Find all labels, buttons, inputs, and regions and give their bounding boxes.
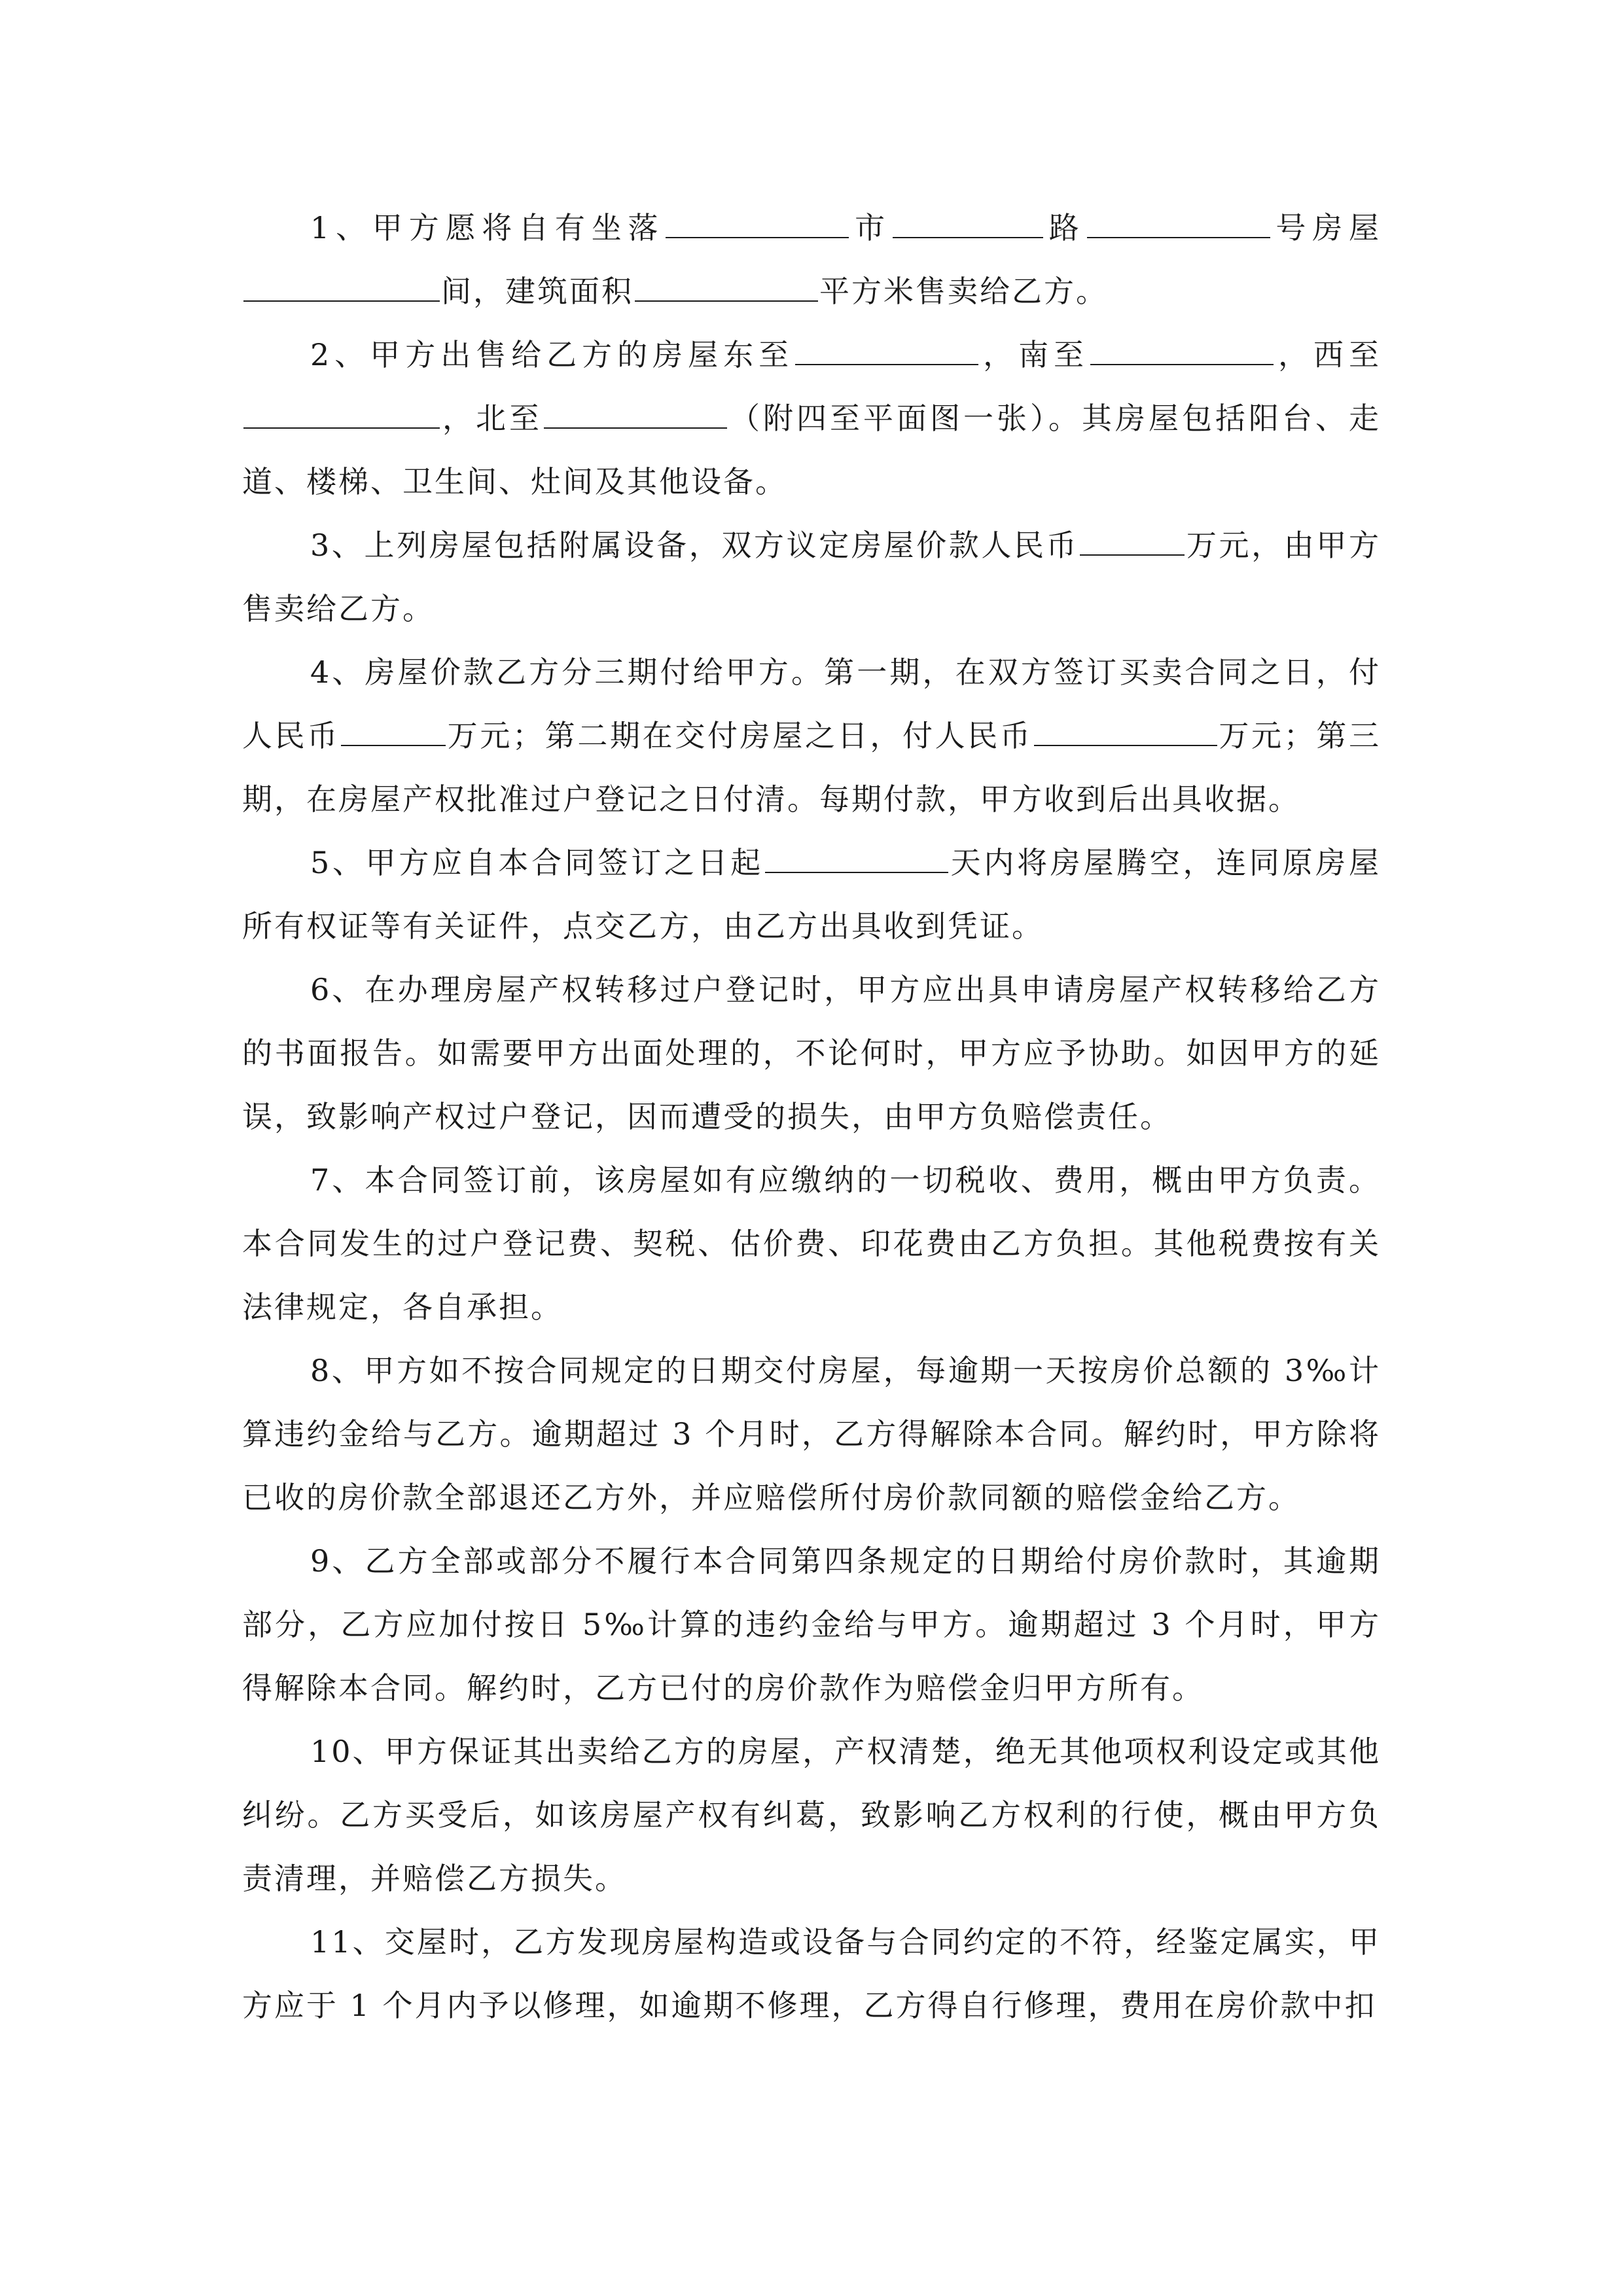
clause-8: 8、甲方如不按合同规定的日期交付房屋，每逾期一天按房价总额的 3‰计算违约金给与乙方。逾期超过 3 个月时，乙方得解除本合同。解约时，甲方除将已收的房价款全部退还乙方外，并应赔偿所付房价款同额的赔偿金给乙方。 xyxy=(242,1353,1381,1515)
blank-house-number-field[interactable] xyxy=(1087,202,1270,238)
clause-2-text-3: ，西至 xyxy=(1275,337,1382,372)
clause-4-text-3: 万元；第三期，在房屋产权批准过户登记之日付清。每期付款，甲方收到后出具收据。 xyxy=(242,718,1382,817)
clause-2 xyxy=(242,323,1381,514)
blank-east-field[interactable] xyxy=(795,329,978,365)
blank-rooms-field[interactable] xyxy=(243,265,440,302)
clause-2-text-4: ，北至 xyxy=(441,401,543,436)
clause-1-text-1: 1、甲方愿将自有坐落 xyxy=(310,210,665,245)
clause-2-text-5: （附四至平面图一张）。其房屋包括阳台、走道、楼梯、卫生间、灶间及其他设备。 xyxy=(242,401,1381,499)
blank-second-payment-field[interactable] xyxy=(1034,709,1217,746)
clause-1 xyxy=(242,196,1381,323)
blank-area-field[interactable] xyxy=(635,265,818,302)
blank-days-field[interactable] xyxy=(765,836,948,873)
clause-4-text-2: 万元；第二期在交付房屋之日，付人民币 xyxy=(447,718,1033,753)
blank-price-field[interactable] xyxy=(1080,519,1185,556)
blank-north-field[interactable] xyxy=(544,392,727,429)
blank-south-field[interactable] xyxy=(1090,329,1274,365)
clause-1-text-3: 路 xyxy=(1044,210,1086,245)
clause-1-text-4: 号房屋 xyxy=(1271,210,1382,245)
clause-9: 9、乙方全部或部分不履行本合同第四条规定的日期给付房价款时，其逾期部分，乙方应加付按日 5‰计算的违约金给与甲方。逾期超过 3 个月时，甲方得解除本合同。解约时，乙方已付的房价款作为赔偿金归甲方所有。 xyxy=(242,1543,1381,1706)
clause-4-text-1: 4、房屋价款乙方分三期付给甲方。第一期，在双方签订买卖合同之日，付人民币 xyxy=(242,655,1381,753)
clause-3-text-1: 3、上列房屋包括附属设备，双方议定房屋价款人民币 xyxy=(310,528,1079,563)
clause-10: 10、甲方保证其出卖给乙方的房屋，产权清楚，绝无其他项权利设定或其他纠纷。乙方买受后，如该房屋产权有纠葛，致影响乙方权利的行使，概由甲方负责清理，并赔偿乙方损失。 xyxy=(242,1734,1381,1896)
clause-6: 6、在办理房屋产权转移过户登记时，甲方应出具申请房屋产权转移给乙方的书面报告。如需要甲方出面处理的，不论何时，甲方应予协助。如因甲方的延误，致影响产权过户登记，因而遭受的损失，由甲方负赔偿责任。 xyxy=(242,972,1381,1134)
clause-1-text-6: 平方米售卖给乙方。 xyxy=(819,274,1108,309)
clause-3 xyxy=(242,514,1381,641)
clause-3-text-2: 万元，由甲方售卖给乙方。 xyxy=(242,528,1381,626)
blank-road-field[interactable] xyxy=(893,202,1043,238)
clause-2-text-1: 2、甲方出售给乙方的房屋东至 xyxy=(310,337,794,372)
clause-1-text-5: 间，建筑面积 xyxy=(441,274,633,309)
clause-5-text-1: 5、甲方应自本合同签订之日起 xyxy=(310,845,764,880)
contract-page xyxy=(242,196,1381,2037)
blank-west-field[interactable] xyxy=(243,392,440,429)
clause-2-text-2: ，南至 xyxy=(980,337,1090,372)
blank-first-payment-field[interactable] xyxy=(341,709,446,746)
clause-5-text-2: 天内将房屋腾空，连同原房屋所有权证等有关证件，点交乙方，由乙方出具收到凭证。 xyxy=(242,845,1381,944)
clause-5 xyxy=(242,831,1381,958)
clause-1-text-2: 市 xyxy=(850,210,891,245)
clause-4 xyxy=(242,641,1381,831)
blank-city-field[interactable] xyxy=(666,202,849,238)
clause-11: 11、交屋时，乙方发现房屋构造或设备与合同约定的不符，经鉴定属实，甲方应于 1 个月内予以修理，如逾期不修理，乙方得自行修理，费用在房价款中扣 xyxy=(242,1924,1381,2023)
clause-7: 7、本合同签订前，该房屋如有应缴纳的一切税收、费用，概由甲方负责。本合同发生的过户登记费、契税、估价费、印花费由乙方负担。其他税费按有关法律规定，各自承担。 xyxy=(242,1162,1381,1325)
